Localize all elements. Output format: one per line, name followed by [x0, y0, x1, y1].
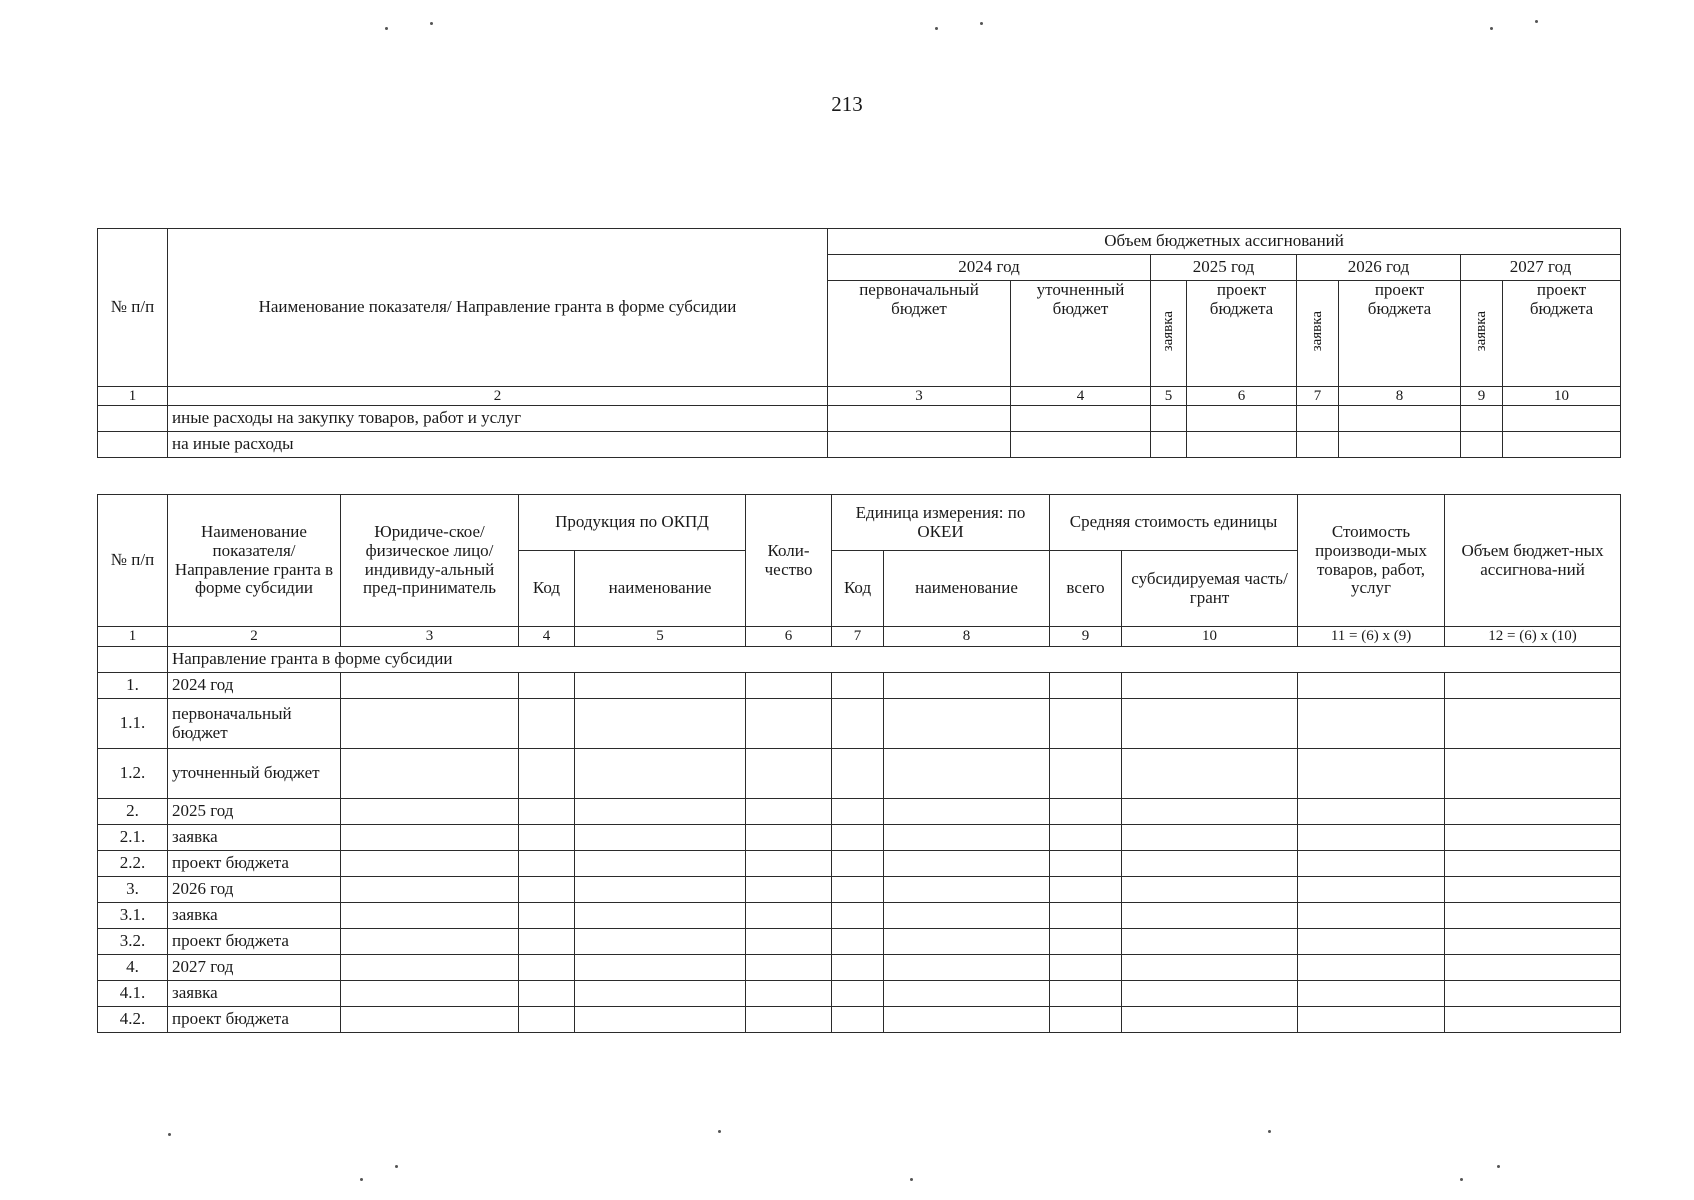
table-row: [98, 877, 1621, 903]
empty-cell: [519, 955, 575, 981]
empty-cell: [341, 981, 519, 1007]
row-number: 4.2.: [98, 1007, 168, 1033]
header-budget-volume: Объем бюджет-ных ассигнова-ний: [1445, 495, 1621, 627]
column-number: 2: [168, 627, 341, 647]
empty-cell: [884, 1007, 1050, 1033]
scan-speck: [910, 1178, 913, 1181]
empty-cell: [1298, 981, 1445, 1007]
empty-cell: [519, 851, 575, 877]
table-row: [98, 673, 1621, 699]
empty-cell: [1122, 1007, 1298, 1033]
column-number: 1: [98, 627, 168, 647]
empty-cell: [832, 981, 884, 1007]
row-label: иные расходы на закупку товаров, работ и услуг: [168, 406, 828, 432]
header-entity: Юридиче-ское/физическое лицо/ индивиду-альный пред-приниматель: [341, 495, 519, 627]
empty-cell: [1298, 929, 1445, 955]
row-number: 1.1.: [98, 699, 168, 749]
empty-cell: [1445, 903, 1621, 929]
empty-cell: [746, 955, 832, 981]
empty-cell: [746, 825, 832, 851]
row-number: 2.2.: [98, 851, 168, 877]
empty-cell: [884, 749, 1050, 799]
empty-cell: [884, 799, 1050, 825]
column-number: 3: [828, 387, 1011, 406]
header-volume: Объем бюджетных ассигнований: [828, 229, 1621, 255]
empty-cell: [519, 673, 575, 699]
empty-cell: [832, 799, 884, 825]
empty-cell: [1298, 903, 1445, 929]
row-number: 2.: [98, 799, 168, 825]
empty-cell: [746, 749, 832, 799]
empty-cell: [575, 673, 746, 699]
column-number: 7: [832, 627, 884, 647]
row-number: 4.: [98, 955, 168, 981]
column-number: 11 = (6) х (9): [1298, 627, 1445, 647]
header-draft-budget-2025: проект бюджета: [1187, 281, 1297, 387]
empty-cell: [575, 825, 746, 851]
empty-cell: [1298, 673, 1445, 699]
empty-cell: [884, 981, 1050, 1007]
empty-cell: [341, 851, 519, 877]
header-year-2024: 2024 год: [828, 255, 1151, 281]
header-year-2027: 2027 год: [1461, 255, 1621, 281]
empty-cell: [575, 749, 746, 799]
empty-cell: [341, 749, 519, 799]
column-number: 9: [1461, 387, 1503, 406]
row-label: проект бюджета: [168, 929, 341, 955]
column-number: 7: [1297, 387, 1339, 406]
empty-cell: [341, 799, 519, 825]
row-number: 3.: [98, 877, 168, 903]
empty-cell: [341, 673, 519, 699]
header-name: Наименование показателя/ Направление гранта в форме субсидии: [168, 495, 341, 627]
header-name: Наименование показателя/ Направление гранта в форме субсидии: [168, 229, 828, 387]
row-number: 3.1.: [98, 903, 168, 929]
row-label: 2025 год: [168, 799, 341, 825]
empty-cell: [575, 877, 746, 903]
row-label: на иные расходы: [168, 432, 828, 458]
empty-cell: [746, 799, 832, 825]
empty-cell: [832, 903, 884, 929]
empty-cell: [1122, 699, 1298, 749]
row-label: заявка: [168, 903, 341, 929]
empty-cell: [832, 699, 884, 749]
empty-cell: [1122, 673, 1298, 699]
header-subsidized: субсидируемая часть/грант: [1122, 551, 1298, 627]
empty-cell: [1445, 981, 1621, 1007]
empty-cell: [1122, 903, 1298, 929]
header-total: всего: [1050, 551, 1122, 627]
empty-cell: [832, 955, 884, 981]
section-title: Направление гранта в форме субсидии: [168, 647, 1621, 673]
page-number: 213: [831, 92, 863, 116]
empty-cell: [884, 929, 1050, 955]
row-label: 2024 год: [168, 673, 341, 699]
empty-cell: [832, 877, 884, 903]
empty-cell: [746, 1007, 832, 1033]
scan-speck: [360, 1178, 363, 1181]
empty-cell: [746, 981, 832, 1007]
header-goods-cost: Стоимость производи-мых товаров, работ, услуг: [1298, 495, 1445, 627]
header-okpd-naming: наименование: [575, 551, 746, 627]
column-number: 8: [884, 627, 1050, 647]
table-row: [98, 825, 1621, 851]
empty-cell: [1445, 851, 1621, 877]
empty-cell: [884, 673, 1050, 699]
empty-cell: [832, 929, 884, 955]
header-initial-budget: первоначальный бюджет: [828, 281, 1011, 387]
row-number: 3.2.: [98, 929, 168, 955]
empty-cell: [341, 699, 519, 749]
column-number: 5: [1151, 387, 1187, 406]
empty-cell: [746, 929, 832, 955]
header-request-2025: заявка: [1151, 281, 1187, 387]
empty-cell: [832, 825, 884, 851]
empty-cell: [341, 825, 519, 851]
column-number: 4: [519, 627, 575, 647]
empty-cell: [519, 799, 575, 825]
empty-cell: [1050, 799, 1122, 825]
column-number: 12 = (6) х (10): [1445, 627, 1621, 647]
row-number: 2.1.: [98, 825, 168, 851]
empty-cell: [1445, 955, 1621, 981]
empty-cell: [1050, 981, 1122, 1007]
empty-cell: [341, 903, 519, 929]
empty-cell: [519, 825, 575, 851]
column-number: 9: [1050, 627, 1122, 647]
scan-speck: [980, 22, 983, 25]
scan-speck: [935, 27, 938, 30]
scan-speck: [1490, 27, 1493, 30]
empty-cell: [519, 1007, 575, 1033]
empty-cell: [1445, 825, 1621, 851]
empty-cell: [746, 877, 832, 903]
empty-cell: [1298, 877, 1445, 903]
header-draft-budget-2027: проект бюджета: [1503, 281, 1621, 387]
column-number: 1: [98, 387, 168, 406]
column-number: 6: [1187, 387, 1297, 406]
header-draft-budget-2026: проект бюджета: [1339, 281, 1461, 387]
budget-allocations-table: [97, 228, 1621, 458]
row-number: 1.: [98, 673, 168, 699]
empty-cell: [1298, 825, 1445, 851]
empty-cell: [832, 673, 884, 699]
empty-cell: [575, 699, 746, 749]
empty-cell: [1445, 673, 1621, 699]
empty-cell: [884, 955, 1050, 981]
empty-cell: [746, 673, 832, 699]
empty-cell: [884, 903, 1050, 929]
row-label: 2026 год: [168, 877, 341, 903]
table-row: [98, 851, 1621, 877]
empty-cell: [884, 825, 1050, 851]
empty-cell: [1050, 749, 1122, 799]
empty-cell: [1050, 929, 1122, 955]
empty-cell: [884, 877, 1050, 903]
empty-cell: [1122, 877, 1298, 903]
empty-cell: [1050, 673, 1122, 699]
header-okpd: Продукция по ОКПД: [519, 495, 746, 551]
header-unit-code: Код: [832, 551, 884, 627]
header-year-2026: 2026 год: [1297, 255, 1461, 281]
empty-cell: [746, 699, 832, 749]
empty-cell: [1122, 749, 1298, 799]
empty-cell: [341, 1007, 519, 1033]
table-row: [98, 699, 1621, 749]
empty-cell: [1445, 749, 1621, 799]
empty-cell: [341, 877, 519, 903]
column-number: 10: [1122, 627, 1298, 647]
empty-cell: [575, 903, 746, 929]
product-cost-table: [97, 494, 1621, 1033]
empty-cell: [1122, 955, 1298, 981]
header-year-2025: 2025 год: [1151, 255, 1297, 281]
row-label: заявка: [168, 825, 341, 851]
empty-cell: [1445, 929, 1621, 955]
scan-speck: [430, 22, 433, 25]
header-unit: Единица измерения: по ОКЕИ: [832, 495, 1050, 551]
column-number: 3: [341, 627, 519, 647]
row-label: уточненный бюджет: [168, 749, 341, 799]
empty-cell: [832, 749, 884, 799]
empty-cell: [746, 903, 832, 929]
empty-cell: [1050, 699, 1122, 749]
empty-cell: [341, 929, 519, 955]
empty-cell: [1122, 851, 1298, 877]
empty-cell: [1050, 851, 1122, 877]
header-okpd-code: Код: [519, 551, 575, 627]
table-row: [98, 929, 1621, 955]
scan-speck: [1497, 1165, 1500, 1168]
table-row: [98, 432, 1621, 458]
empty-cell: [1050, 955, 1122, 981]
scan-speck: [1268, 1130, 1271, 1133]
header-avg-cost: Средняя стоимость единицы: [1050, 495, 1298, 551]
table-row: [98, 749, 1621, 799]
empty-cell: [1050, 1007, 1122, 1033]
column-number: 10: [1503, 387, 1621, 406]
empty-cell: [1445, 799, 1621, 825]
empty-cell: [746, 851, 832, 877]
empty-cell: [341, 955, 519, 981]
column-number: 2: [168, 387, 828, 406]
empty-cell: [1122, 929, 1298, 955]
empty-cell: [1122, 825, 1298, 851]
empty-cell: [832, 851, 884, 877]
empty-cell: [575, 929, 746, 955]
header-request-2027: заявка: [1461, 281, 1503, 387]
header-no: № п/п: [98, 495, 168, 627]
header-revised-budget: уточненный бюджет: [1011, 281, 1151, 387]
empty-cell: [1298, 749, 1445, 799]
scan-speck: [1535, 20, 1538, 23]
empty-cell: [575, 1007, 746, 1033]
empty-cell: [519, 981, 575, 1007]
empty-cell: [1298, 699, 1445, 749]
column-number: 4: [1011, 387, 1151, 406]
empty-cell: [1122, 799, 1298, 825]
scan-speck: [1460, 1178, 1463, 1181]
empty-cell: [519, 877, 575, 903]
empty-cell: [1445, 877, 1621, 903]
scan-speck: [385, 27, 388, 30]
empty-cell: [1050, 877, 1122, 903]
row-label: проект бюджета: [168, 1007, 341, 1033]
empty-cell: [1445, 699, 1621, 749]
empty-cell: [519, 903, 575, 929]
column-number: 8: [1339, 387, 1461, 406]
empty-cell: [519, 929, 575, 955]
table-row: [98, 955, 1621, 981]
empty-cell: [575, 981, 746, 1007]
empty-cell: [519, 699, 575, 749]
scan-speck: [168, 1133, 171, 1136]
empty-cell: [1050, 825, 1122, 851]
empty-cell: [575, 955, 746, 981]
row-number: 1.2.: [98, 749, 168, 799]
empty-cell: [884, 699, 1050, 749]
header-request-2026: заявка: [1297, 281, 1339, 387]
row-label: проект бюджета: [168, 851, 341, 877]
empty-cell: [1298, 1007, 1445, 1033]
row-number: 4.1.: [98, 981, 168, 1007]
column-number: 6: [746, 627, 832, 647]
empty-cell: [1298, 955, 1445, 981]
scan-speck: [395, 1165, 398, 1168]
empty-cell: [1445, 1007, 1621, 1033]
header-no: № п/п: [98, 229, 168, 387]
empty-cell: [1122, 981, 1298, 1007]
empty-cell: [575, 851, 746, 877]
table-row: [98, 981, 1621, 1007]
header-quantity: Коли-чество: [746, 495, 832, 627]
empty-cell: [1298, 851, 1445, 877]
row-label: заявка: [168, 981, 341, 1007]
empty-cell: [519, 749, 575, 799]
header-unit-naming: наименование: [884, 551, 1050, 627]
scan-speck: [718, 1130, 721, 1133]
table-row: [98, 1007, 1621, 1033]
empty-cell: [1050, 903, 1122, 929]
empty-cell: [1298, 799, 1445, 825]
empty-cell: [884, 851, 1050, 877]
row-label: первоначальный бюджет: [168, 699, 341, 749]
empty-cell: [832, 1007, 884, 1033]
column-number: 5: [575, 627, 746, 647]
row-label: 2027 год: [168, 955, 341, 981]
table-row: [98, 903, 1621, 929]
table-row: [98, 799, 1621, 825]
table-row: [98, 406, 1621, 432]
empty-cell: [575, 799, 746, 825]
